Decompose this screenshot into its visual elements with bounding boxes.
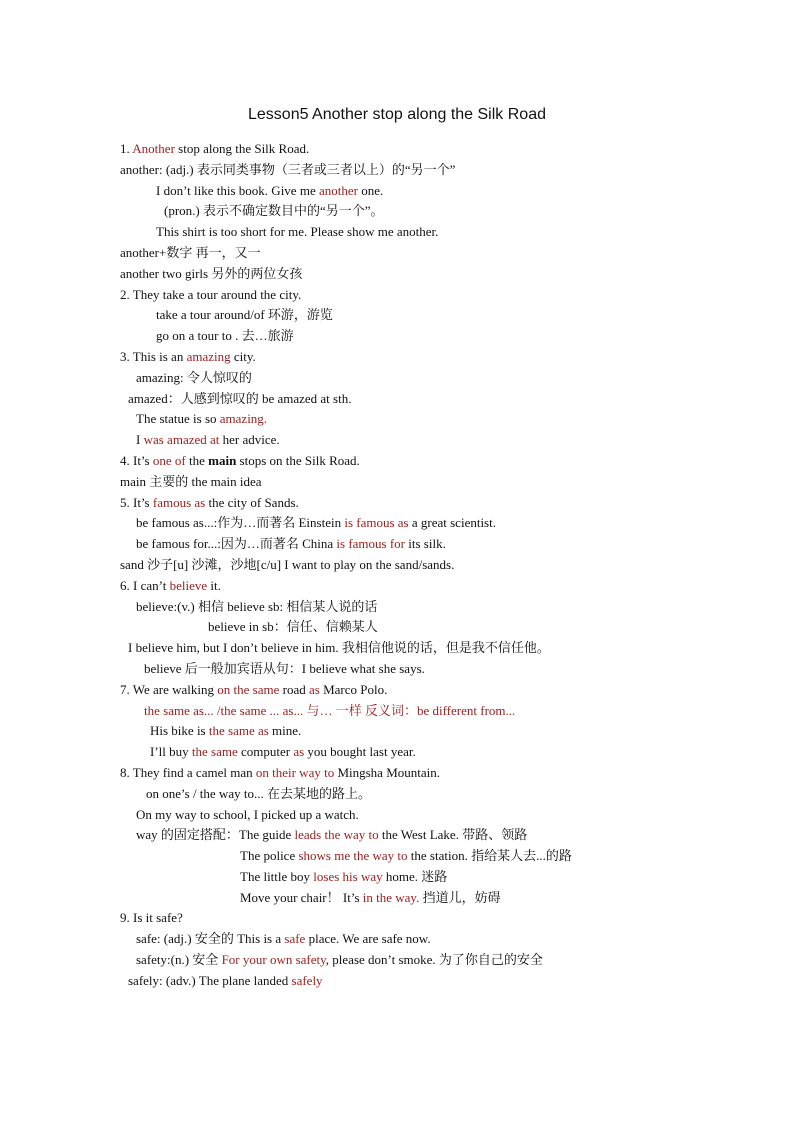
note-text-segment: 2. They take a tour around the city. <box>120 286 302 302</box>
note-text-segment: 8. They find a camel man <box>120 764 256 780</box>
note-line <box>120 243 680 264</box>
note-line <box>120 721 680 742</box>
note-text-segment: her advice. <box>219 432 280 448</box>
note-text-segment: safe: (adj.) 安全的 This is a <box>136 931 285 947</box>
note-line <box>120 576 680 597</box>
note-line <box>120 971 680 992</box>
note-line <box>120 264 680 285</box>
note-line <box>120 784 680 805</box>
note-text-segment: city. <box>230 348 256 364</box>
note-text-segment: believe in sb：信任、信赖某人 <box>208 619 378 635</box>
note-text-segment: the West Lake. 带路、领路 <box>378 827 528 843</box>
note-text-segment: on one’s / the way to... 在去某地的路上。 <box>146 785 371 801</box>
note-text-segment: go on a tour to . 去…旅游 <box>156 328 294 344</box>
note-line <box>120 472 680 493</box>
note-line <box>120 222 680 243</box>
note-text-segment: another <box>318 182 358 198</box>
note-line <box>120 285 680 306</box>
note-line <box>120 534 680 555</box>
note-text-segment: His bike is <box>150 723 209 739</box>
note-text-segment: another: (adj.) 表示同类事物（三者或三者以上）的“另一个” <box>120 161 456 177</box>
note-text-segment: the same <box>191 744 238 760</box>
note-text-segment: I believe him, but I don’t believe in him. 我相信他说的话，但是我不信任他。 <box>128 640 550 656</box>
note-line <box>120 908 680 929</box>
note-text-segment: the city of Sands. <box>205 494 299 510</box>
note-line <box>120 305 680 326</box>
note-text-segment: computer <box>237 744 294 760</box>
note-line <box>120 409 680 430</box>
note-text-segment: its silk. <box>405 536 446 552</box>
note-text-segment: main <box>208 452 237 468</box>
note-text-segment: one. <box>357 182 384 198</box>
note-text-segment: sand 沙子[u] 沙滩，沙地[c/u] I want to play on the sand/sands. <box>120 556 455 572</box>
note-text-segment: Another <box>132 141 175 156</box>
note-line <box>120 950 676 971</box>
note-text-segment: the same as... /the same ... as... 与… 一样 反义词：be different from... <box>144 702 516 718</box>
note-text-segment: Mingsha Mountain. <box>334 764 441 780</box>
note-line <box>120 139 680 160</box>
page-title: Lesson5 Another stop along the Silk Road <box>248 106 546 123</box>
note-line <box>120 888 680 909</box>
note-text-segment: Move your chair！ It’s <box>240 889 363 905</box>
note-text-segment: in the way. <box>362 889 420 905</box>
note-text-segment: leads the way to <box>294 827 379 843</box>
note-line <box>120 451 680 472</box>
note-text-segment: as <box>308 681 320 697</box>
note-text-segment: the same as <box>208 723 269 739</box>
note-text-segment: The statue is so <box>136 411 220 427</box>
note-text-segment: on their way to <box>255 764 335 780</box>
note-text-segment: 3. This is an <box>120 348 187 364</box>
note-line <box>120 597 680 618</box>
note-text-segment: I’ll buy <box>150 744 192 760</box>
note-line <box>120 368 680 389</box>
note-text-segment: the <box>185 452 209 468</box>
note-line <box>120 929 680 950</box>
note-text-segment: I don’t like this book. Give me <box>156 182 319 198</box>
note-line <box>120 389 680 410</box>
note-text-segment: be famous for...:因为…而著名 China <box>136 536 337 552</box>
note-text-segment: safely: (adv.) The plane landed <box>128 972 292 988</box>
note-text-segment: Marco Polo. <box>319 681 388 697</box>
note-text-segment: safely <box>291 972 323 988</box>
note-text-segment: For your own safety <box>221 952 326 968</box>
note-text-segment: as <box>293 744 305 760</box>
note-text-segment: is famous for <box>336 536 406 552</box>
note-text-segment: 7. We are walking <box>120 681 218 697</box>
note-text-segment: is famous as <box>344 515 409 531</box>
note-text-segment: mine. <box>268 723 302 739</box>
note-text-segment: was amazed at <box>143 432 220 448</box>
note-text-segment: loses his way <box>313 868 383 884</box>
note-line <box>120 430 680 451</box>
note-text-segment: on the same <box>217 681 280 697</box>
note-text-segment: believe:(v.) 相信 believe sb: 相信某人说的话 <box>136 598 378 614</box>
note-line <box>120 493 680 514</box>
note-text-segment: believe 后一般加宾语从句：I believe what she says. <box>144 660 425 676</box>
note-text-segment: you bought last year. <box>304 744 416 760</box>
note-line <box>120 326 680 347</box>
note-line <box>120 347 680 368</box>
note-text-segment: I <box>136 432 144 448</box>
note-text-segment: main 主要的 the main idea <box>120 473 262 489</box>
note-text-segment: On my way to school, I picked up a watch. <box>136 806 359 822</box>
note-text-segment: be famous as...:作为…而著名 Einstein <box>136 515 345 531</box>
note-line <box>120 638 680 659</box>
note-text-segment: stop along the Silk Road. <box>174 141 310 156</box>
note-line <box>120 201 680 222</box>
note-text-segment: 5. It’s <box>120 494 153 510</box>
note-text-segment: 4. It’s <box>120 452 153 468</box>
note-text-segment: road <box>279 681 309 697</box>
note-text-segment: amazed：人感到惊叹的 be amazed at sth. <box>128 390 352 406</box>
note-text-segment: amazing <box>186 348 231 364</box>
note-text-segment: , please don’t smoke. 为了你自己的安全 <box>325 952 543 968</box>
note-line <box>120 659 680 680</box>
note-text-segment: another two girls 另外的两位女孩 <box>120 265 303 281</box>
note-line <box>120 805 680 826</box>
note-line <box>120 867 680 888</box>
note-text-segment: it. <box>207 577 221 593</box>
note-line <box>120 513 680 534</box>
note-text-segment: place. We are safe now. <box>305 931 431 947</box>
note-text-segment: safe <box>284 931 306 947</box>
note-text-segment: another+数字 再一，又一 <box>120 244 261 260</box>
note-line <box>120 846 680 867</box>
note-text-segment: This shirt is too short for me. Please show me another. <box>156 224 439 240</box>
note-text-segment: The little boy <box>240 868 314 884</box>
note-line <box>120 555 680 576</box>
note-text-segment: believe <box>169 577 208 593</box>
note-text-segment: 6. I can’t <box>120 577 170 593</box>
note-line <box>120 160 680 181</box>
note-text-segment: the station. 指给某人去...的路 <box>407 848 572 864</box>
note-text-segment: The police <box>240 848 299 864</box>
note-text-segment: way 的固定搭配：The guide <box>136 827 295 843</box>
note-text-segment: (pron.) 表示不确定数目中的“另一个”。 <box>164 203 384 219</box>
note-text-segment: safety:(n.) 安全 <box>136 952 222 968</box>
lesson-notes <box>120 139 680 992</box>
note-line <box>120 763 680 784</box>
note-text-segment: amazing. <box>219 411 268 427</box>
note-text-segment: one of <box>152 452 186 468</box>
note-text-segment: home. 迷路 <box>382 868 448 884</box>
note-text-segment: take a tour around/of 环游，游览 <box>156 307 333 323</box>
note-text-segment: amazing: 令人惊叹的 <box>136 369 252 385</box>
note-line <box>120 742 680 763</box>
note-line <box>120 617 680 638</box>
note-line <box>120 181 680 202</box>
note-text-segment: famous as <box>152 494 206 510</box>
note-text-segment: stops on the Silk Road. <box>236 452 360 468</box>
note-text-segment: a great scientist. <box>408 515 496 531</box>
note-text-segment: 9. Is it safe? <box>120 910 183 926</box>
note-text-segment: 1. <box>120 141 133 156</box>
note-line <box>120 701 680 722</box>
note-text-segment: 挡道儿，妨碍 <box>419 889 501 905</box>
note-text-segment: shows me the way to <box>298 848 408 864</box>
note-line <box>120 825 680 846</box>
note-line <box>120 680 680 701</box>
